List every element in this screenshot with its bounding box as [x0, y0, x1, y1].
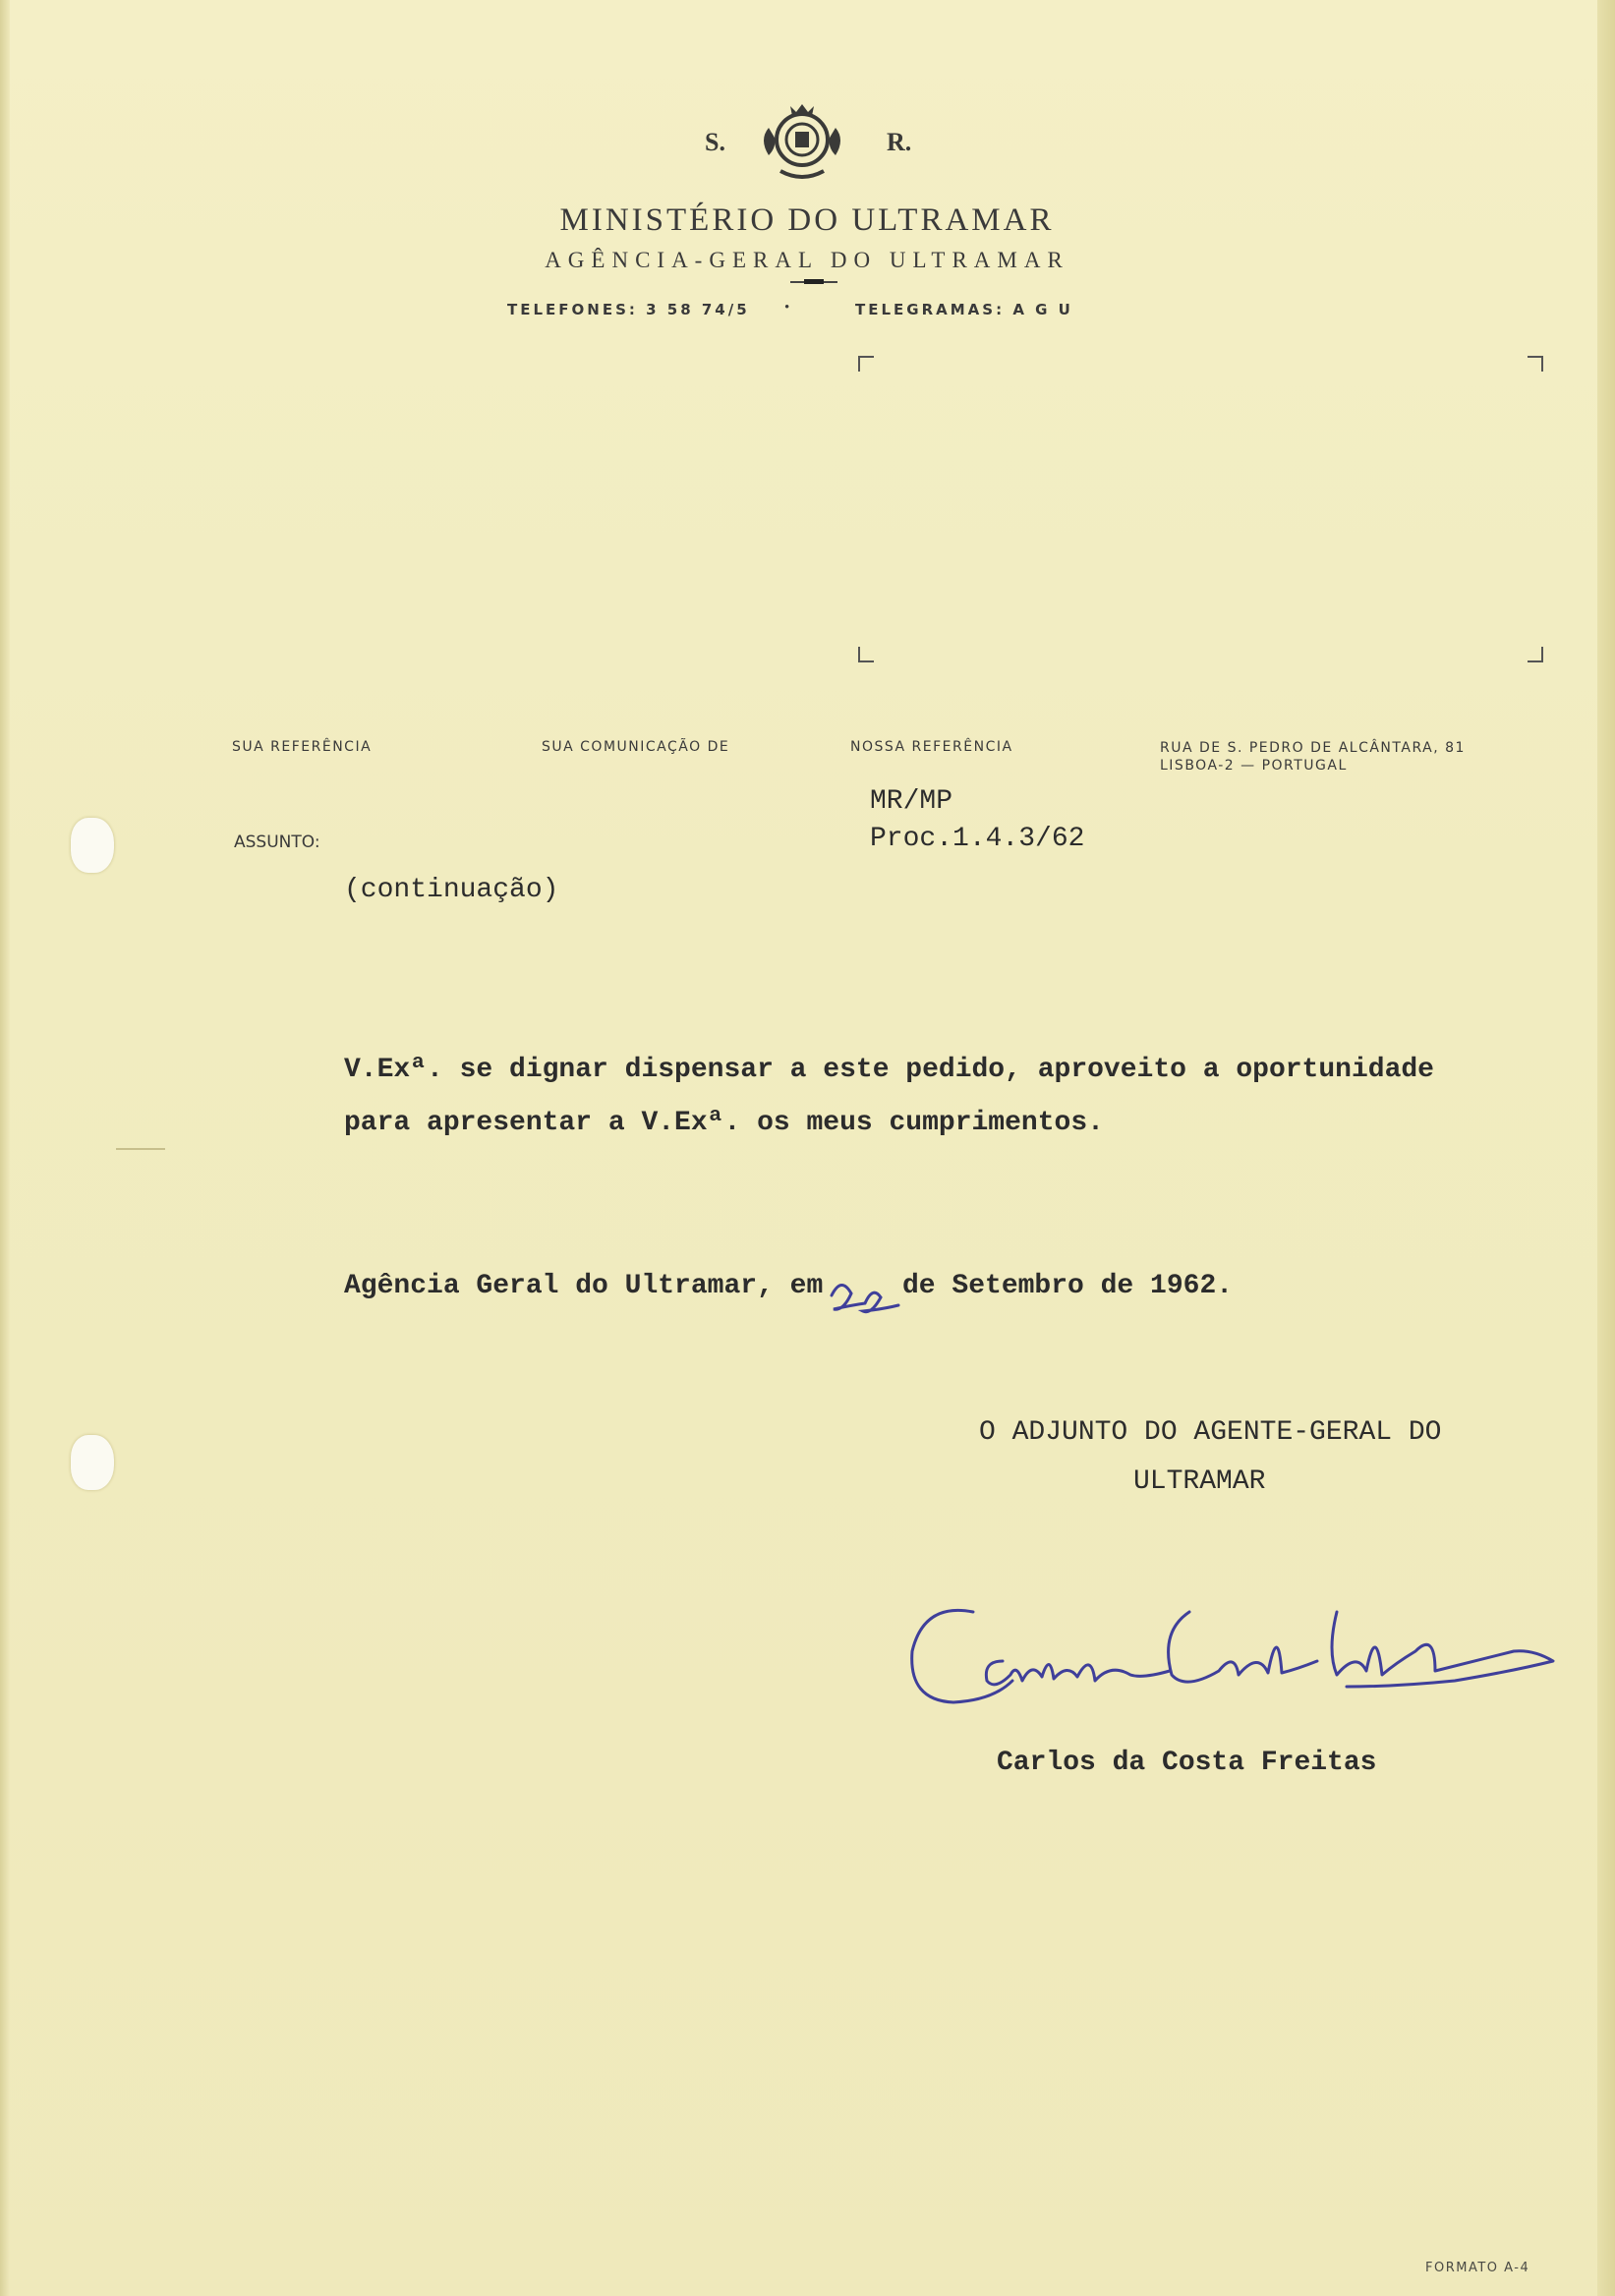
punch-hole-upper — [71, 818, 114, 873]
signatory-title-line-1: O ADJUNTO DO AGENTE-GERAL DO — [979, 1417, 1442, 1448]
reference-process: Proc.1.4.3/62 — [870, 824, 1085, 854]
sender-address — [1160, 739, 1466, 775]
paper-format-label: FORMATO A-4 — [1425, 2261, 1530, 2275]
header-sua-referencia: SUA REFERÊNCIA — [232, 739, 373, 755]
continuation-note: (continuação) — [344, 875, 559, 905]
address-window-corner-tr — [1528, 356, 1543, 372]
body-line-1: V.Exª. se dignar dispensar a este pedido, aproveito a oportunidade — [344, 1055, 1434, 1085]
seal-right-letter: R. — [887, 128, 912, 156]
date-line-prefix: Agência Geral do Ultramar, em — [344, 1271, 824, 1301]
letterhead-rule-dot — [804, 279, 824, 284]
separator-bullet: • — [784, 300, 790, 316]
address-line-2: LISBOA-2 — PORTUGAL — [1160, 758, 1348, 774]
address-window-corner-bl — [858, 647, 874, 662]
signatory-name: Carlos da Costa Freitas — [997, 1748, 1377, 1778]
reference-initials: MR/MP — [870, 786, 953, 817]
ministry-title: MINISTÉRIO DO ULTRAMAR — [559, 202, 1055, 238]
signatory-title-line-2: ULTRAMAR — [1133, 1466, 1266, 1497]
header-sua-comunicacao: SUA COMUNICAÇÃO DE — [542, 739, 730, 755]
agency-name: AGÊNCIA-GERAL DO ULTRAMAR — [545, 248, 1069, 272]
paper-edge-right — [1597, 0, 1615, 2296]
punch-hole-lower — [71, 1435, 114, 1490]
handwritten-signature — [885, 1592, 1592, 1759]
address-window-corner-br — [1528, 647, 1543, 662]
phone-numbers: TELEFONES: 3 58 74/5 — [507, 301, 750, 318]
address-line-1: RUA DE S. PEDRO DE ALCÂNTARA, 81 — [1160, 740, 1466, 756]
date-line-suffix: de Setembro de 1962. — [902, 1271, 1234, 1301]
seal-left-letter: S. — [705, 128, 725, 156]
address-window-corner-tl — [858, 356, 874, 372]
telegram-address: TELEGRAMAS: A G U — [855, 301, 1073, 318]
coat-of-arms-icon — [755, 98, 849, 185]
body-line-2: para apresentar a V.Exª. os meus cumprimentos. — [344, 1108, 1104, 1138]
assunto-label: ASSUNTO: — [234, 832, 320, 852]
paper-edge-left — [0, 0, 10, 2296]
header-nossa-referencia: NOSSA REFERÊNCIA — [850, 739, 1013, 755]
fold-mark — [116, 1148, 165, 1150]
